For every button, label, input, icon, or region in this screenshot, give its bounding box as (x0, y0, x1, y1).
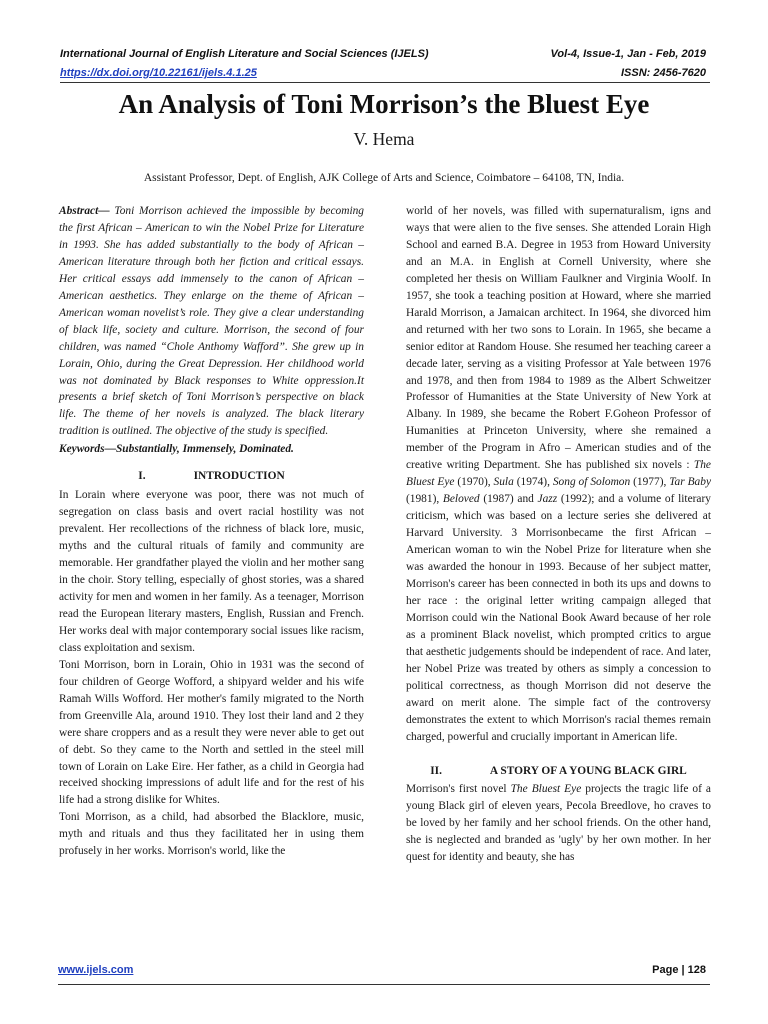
novel-title: The Bluest Eye (406, 459, 711, 489)
section-heading-introduction (59, 468, 364, 485)
bio-text: (1992); and a volume of literary criticism, which was based on a lecture series she delivered at Harvard University. 3 Morrisonbecame the first African – American woman to win the Nobel Prize for literature when she was awarded the honour in 1993. Because of her subject matter, Morrison's career has been connected in both its ups and downs to her race : the original letter writing campaign alleged that Morrison could win the National Book Award because of her role as a prominent Black novelist, which prompted critics to argue that aesthetic judgements should be independent of race. And later, her Nobel Prize was treated by others as simply a concession to political correctness, as though Morrison did not deserve the award on merit alone. The simple fact of the controversy demonstrates the extent to which Morrison's racial themes remain charged, powerful and crucially important in American life. (406, 493, 711, 743)
story-text: Morrison's first novel (406, 783, 511, 796)
intro-paragraph: In Lorain where everyone was poor, there was not much of segregation on class basis and overt racial hostility was not prevalent. Her recollections of the richness of black lore, music, myths and the cultural rituals of family and community are memorable. Her grandfather played the violin and her mother sang in the choir. Story telling, especially of ghost stories, was a shared activity for men and women in her family. As a teenager, Morrison read the European literary masters, English, Russian and French. Her works deal with major contemporary social issues like racism, class exploitation and sexism. (59, 489, 364, 654)
novel-title: Tar Baby (669, 476, 712, 489)
section-number: I. (138, 470, 146, 483)
novel-title: Song of Solomon (552, 476, 631, 489)
header-divider (60, 82, 710, 83)
novel-title: Beloved (442, 493, 480, 506)
keywords: Keywords—Substantially, Immensely, Dominated. (59, 443, 294, 456)
abstract-text: Toni Morrison achieved the impossible by becoming the first African – American to win the Nobel Prize for Literature in 1993. She has added substantially to the body of African – American literature through both her fiction and critical essays. Her critical essays add immensely to the canon of African – American aesthetics. They enlarge on the theme of African – American woman novelist’s role. They give a clear understanding of black life, society and culture. Morrison, the second of four children, was named “Chole Anthomy Wafford”. She grew up in Lorain, Ohio, during the Great Depression. Her childhood world was not dominated by Black responses to White oppression.It presents a brief sketch of Toni Morrison’s perspective on black life. The theme of her novels is analyzed. The black literary tradition is outlined. The objective of the study is specified. (59, 205, 364, 438)
journal-website-link[interactable]: www.ijels.com (58, 964, 134, 976)
abstract-label: Abstract— (59, 205, 110, 217)
novel-title: The Bluest Eye (510, 783, 582, 796)
bio-text: (1970), (454, 476, 494, 489)
doi-link[interactable]: https://dx.doi.org/10.22161/ijels.4.1.25 (60, 67, 257, 79)
left-column (59, 203, 364, 860)
bio-text: (1981), (406, 493, 443, 506)
novel-title: Sula (493, 476, 514, 489)
section-title: INTRODUCTION (193, 470, 285, 483)
bio-text: (1977), (630, 476, 670, 489)
author-name: V. Hema (353, 129, 415, 149)
abstract (59, 203, 364, 440)
right-column (406, 203, 711, 866)
journal-name: International Journal of English Literature and Social Sciences (IJELS) (60, 48, 429, 60)
biography-paragraph (406, 203, 711, 746)
author-affiliation: Assistant Professor, Dept. of English, AJK College of Arts and Science, Coimbatore – 64108, TN, India. (143, 172, 625, 184)
footer-divider (58, 984, 710, 985)
bio-text: (1974), (513, 476, 553, 489)
page-number: Page | 128 (652, 964, 706, 976)
intro-paragraph: Toni Morrison, born in Lorain, Ohio in 1931 was the second of four children of George Wofford, a shipyard welder and his wife Ramah Wills Wofford. Her mother's family migrated to the North from Greenville Ala, around 1910. They lost their land and 2 they were share croppers and as a result they were never able to get out of debt. So they came to the North and settled in the steel mill town of Lorain on Lake Eire. Her father, as a child in Georgia had received shocking impressions of adult life and for the rest of his life had a strong dislike for Whites. (59, 658, 364, 807)
volume-issue: Vol-4, Issue-1, Jan - Feb, 2019 (550, 48, 706, 60)
intro-paragraph: Toni Morrison, as a child, had absorbed the Blacklore, music, myth and rituals and thus they facilitated her in using them profusely in her works. Morrison's world, like the (59, 811, 364, 858)
issn: ISSN: 2456-7620 (621, 67, 706, 79)
section-title: A STORY OF A YOUNG BLACK GIRL (489, 764, 687, 777)
section-heading-story (406, 763, 711, 780)
story-text: projects the tragic life of a young Black girl of eleven years, Pecola Breedlove, ho craves to be loved by her family and her school friends. On the other hand, she is neglected and branded as 'ugly' by her own mother. In her quest for identity and beauty, she has (406, 783, 711, 864)
section-number: II. (430, 764, 442, 777)
bio-text: world of her novels, was filled with supernaturalism, igns and ways that were alien to the five senses. She attended Lorain High School and earned B.A. Degree in 1953 from Howard University and an M.A. in English at Cornell University, where she completed her thesis on William Faulkner and Virginia Woolf. In 1957, she took a teaching position at Howard, where she married Harald Morrison, a Jamaican architect. In 1964, she divorced him and returned with her two sons to Lorain. In 1965, she became a senior editor at Random House. She resumed her teaching career a decade later, serving as a visiting Professor at Yale between 1976 and 1978, and then from 1984 to 1989 as the Albert Schweitzer Professor of Humanities at the State University of New York at Albany. In 1989, she became the Robert F.Goheon Professor of Humanities at Princeton University, where she remained a member of the Program in Afro – American studies and of the creative writing Department. She has published six novels : (406, 205, 711, 472)
paper-title: An Analysis of Toni Morrison’s the Bluest Eye (118, 89, 650, 119)
bio-text: (1987) and (479, 493, 538, 506)
story-paragraph (406, 781, 711, 866)
novel-title: Jazz (537, 493, 558, 506)
